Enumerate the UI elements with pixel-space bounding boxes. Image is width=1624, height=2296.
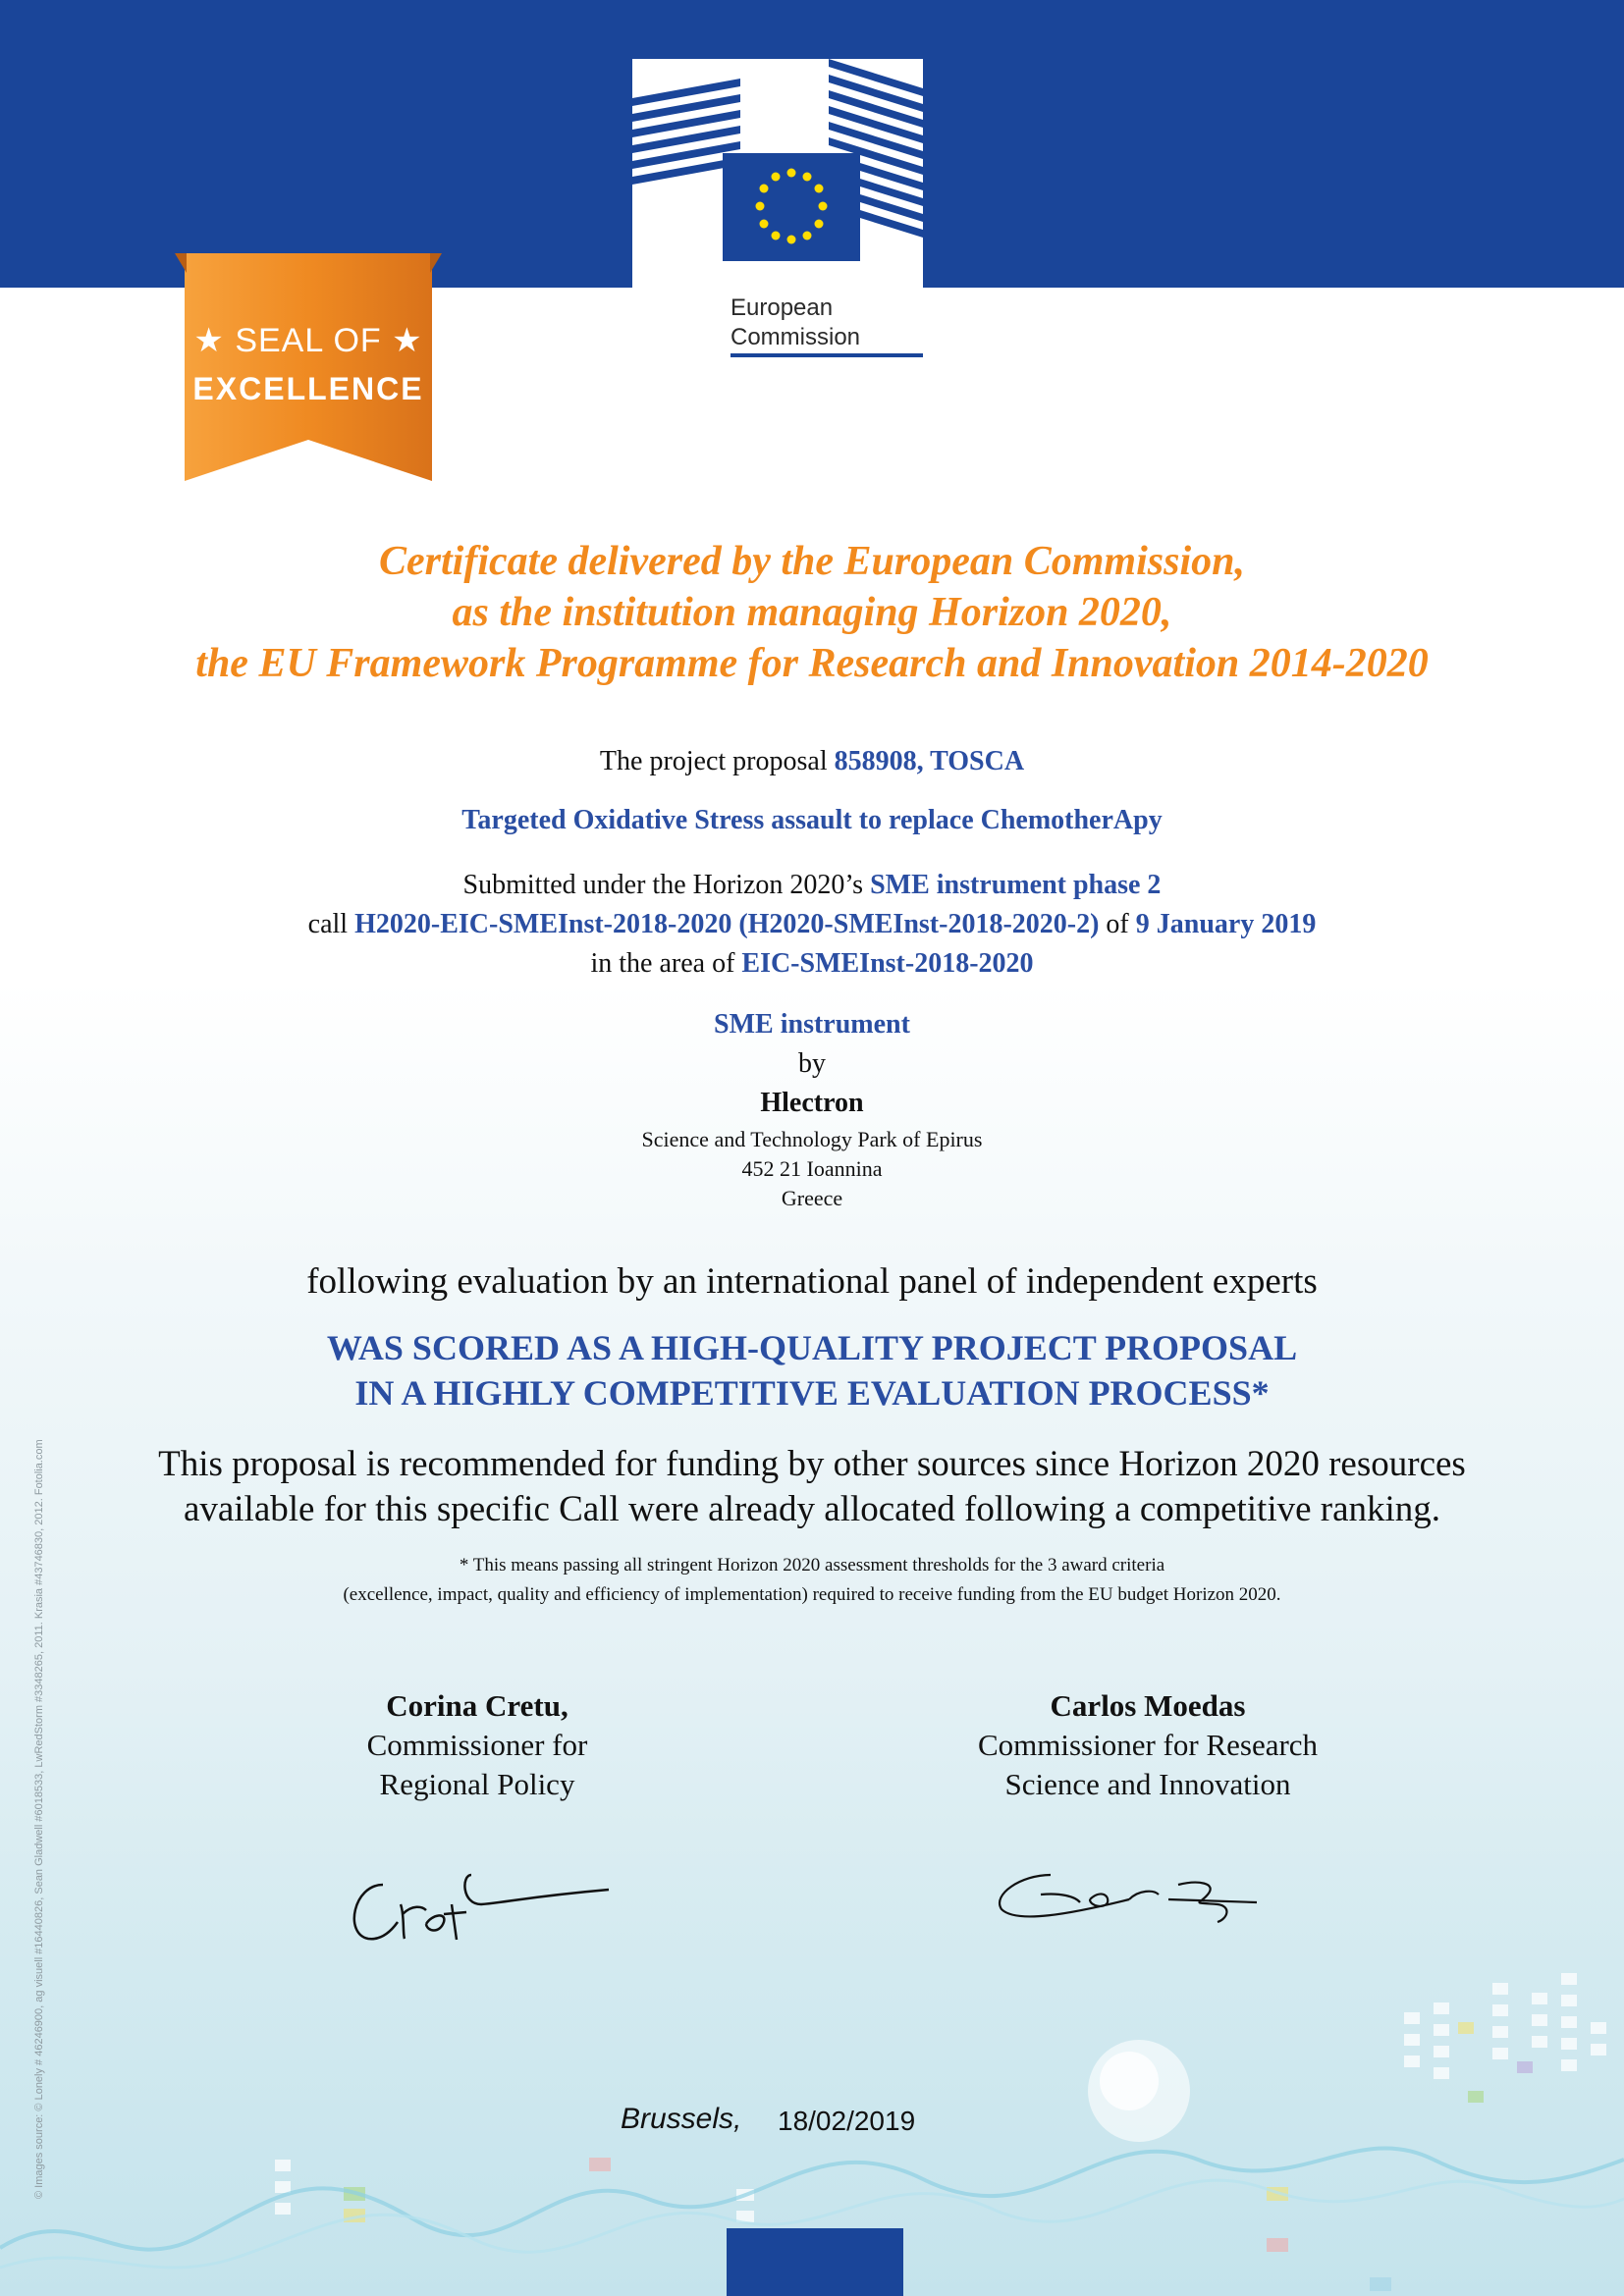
issue-place: Brussels, [621, 2103, 742, 2135]
signatory-left-role1: Commissioner for [366, 1728, 588, 1762]
certificate-title-line2: as the institution managing Horizon 2020, [452, 590, 1172, 635]
signatory-right-name: Carlos Moedas [1050, 1688, 1246, 1723]
applicant-name: Hlectron [760, 1088, 864, 1118]
proposal-full-title: Targeted Oxidative Stress assault to replace ChemotherApy [461, 805, 1163, 835]
recommend-line2: available for this specific Call were already allocated following a competitive ranking. [183, 1489, 1441, 1529]
score-line1: WAS SCORED AS A HIGH-QUALITY PROJECT PROPOSAL [326, 1328, 1298, 1367]
address-line2: 452 21 Ioannina [741, 1156, 883, 1181]
signatory-right [902, 1686, 1393, 1804]
signatory-right-role1: Commissioner for Research [977, 1728, 1319, 1762]
instrument-phase: SME instrument phase 2 [870, 870, 1162, 900]
signatory-left [281, 1686, 674, 1804]
certificate-title-line1: Certificate delivered by the European Commission, [379, 539, 1245, 584]
image-credit: © Images source: © Lonely # 46246900, ag visuell #16440826, Sean Gladwell #6018533, LwRedStorm #3348265, 2011. Krasia #43746830, 2012. Fotolia.com [33, 1439, 45, 2199]
area-value: EIC-SMEInst-2018-2020 [741, 948, 1034, 979]
area-prefix: in the area of [590, 948, 735, 979]
seal-ribbon [175, 253, 442, 481]
evaluation-line: following evaluation by an international panel of independent experts [306, 1261, 1318, 1302]
call-date: 9 January 2019 [1135, 909, 1317, 939]
org-name-line2: Commission [731, 324, 861, 350]
instrument-name: SME instrument [714, 1009, 910, 1040]
score-line2: IN A HIGHLY COMPETITIVE EVALUATION PROCESS* [354, 1373, 1270, 1413]
of-word: of [1106, 909, 1129, 939]
call-id: H2020-EIC-SMEInst-2018-2020 (H2020-SMEInst-2018-2020-2) [354, 909, 1100, 939]
address-line3: Greece [781, 1186, 843, 1210]
footnote-line1: * This means passing all stringent Horizon 2020 assessment thresholds for the 3 award criteria [459, 1555, 1165, 1575]
by-word: by [798, 1048, 826, 1079]
address-line1: Science and Technology Park of Epirus [641, 1127, 983, 1151]
submitted-line [0, 870, 1624, 901]
certificate-title-line3: the EU Framework Programme for Research and Innovation 2014-2020 [195, 641, 1429, 686]
issue-date: 18/02/2019 [778, 2106, 916, 2136]
proposal-intro: The project proposal [599, 746, 828, 776]
call-prefix: call [307, 909, 349, 939]
decorative-background [0, 1865, 1624, 2296]
signatory-left-role2: Regional Policy [379, 1767, 575, 1801]
call-line [0, 909, 1624, 940]
recommend-line1: This proposal is recommended for funding by other sources since Horizon 2020 resources [158, 1444, 1466, 1484]
signatory-right-role2: Science and Innovation [1004, 1767, 1291, 1801]
signatory-left-name: Corina Cretu, [386, 1688, 568, 1723]
area-line [0, 948, 1624, 980]
footnote-line2: (excellence, impact, quality and efficiency of implementation) required to receive funding from the EU budget Horizon 2020. [343, 1584, 1281, 1605]
proposal-id: 858908, TOSCA [834, 746, 1025, 776]
proposal-intro-line [0, 746, 1624, 777]
submitted-prefix: Submitted under the Horizon 2020’s [462, 870, 864, 900]
seal-title-line2: EXCELLENCE [192, 371, 424, 406]
seal-title-line1: ★ SEAL OF ★ [193, 322, 423, 359]
org-name-line1: European [731, 294, 834, 321]
